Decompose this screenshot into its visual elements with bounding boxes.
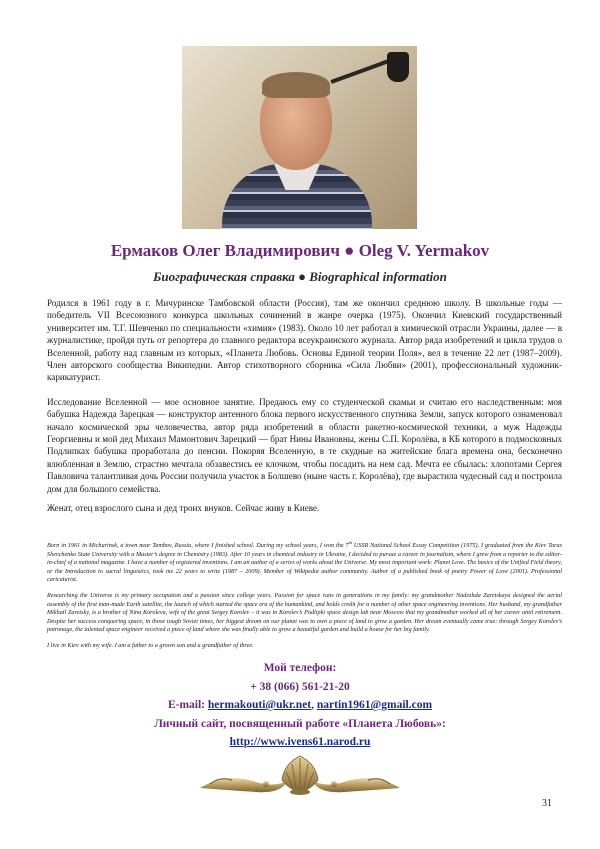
title-bullet: ● [344, 241, 355, 260]
title-ru: Ермаков Олег Владимирович [110, 241, 340, 260]
bio-ru-paragraph: Исследование Вселенной — мое основное занятие. Предаюсь ему со студенческой скамьи и считаю его наследственным: моя бабушка Надежда Зарецкая — конструктор антенного блока первого искусственного спутника Земли, запуск которого ознаменовал начало космической эры человечества, автор ряда изобретений в области ракетно-космической техники, а муж Надежды Георгиевны и мой дед Михаил Мамонтович Зарецкий — брат Нины Ивановны, жены С.П. Королёва, в КБ которого в подмосковных Подлипках бабушка проработала до пенсии. Покоряя Вселенную, в те скудные на житейские блага времена она, бесконечно влюбленная в Землю, страстно мечтала обзавестись ее клочком, чтобы посадить на нем сад. Мечта ее сбылась: хлопотами Сергея Павловича талантливая дочь России получила участок в Болшево (ныне часть г. Королёва), где вырастила чудесный сад и построила дом для большого семейства. [47, 396, 562, 494]
bio-en-paragraph: I live in Kiev with my wife. I am a father to a grown son and a grandfather of three. [47, 642, 254, 649]
biography-russian [47, 297, 562, 522]
subtitle-en: Biographical information [309, 269, 447, 284]
phone-label: Мой телефон: [263, 662, 337, 674]
ordinal-suffix: th [348, 540, 352, 545]
page-title [0, 241, 600, 261]
title-en: Oleg V. Yermakov [358, 241, 490, 260]
email-link-primary[interactable]: hermakouti@ukr.net [207, 699, 312, 711]
subtitle-bullet: ● [298, 269, 307, 284]
contact-block [0, 659, 600, 752]
author-photo [182, 46, 417, 229]
lamp-head [387, 52, 409, 82]
page-number: 31 [542, 798, 552, 809]
bio-ru-paragraph: Женат, отец взрослого сына и дед троих внуков. Сейчас живу в Киеве. [47, 503, 320, 514]
bio-en-paragraph: Researching the Universe is my primary occupation and a passion since college years. Passion for space runs in generations in my family: my grandmother Nadezhda Zaretskaya designed the aerial assembly of the first man-made Earth satellite, the launch of which started the space era of the humankind, and holds credit for a number of other space engineering inventions. Her husband, my grandfather Mikhail Zaretsky, is a brother of Nina Koroleva, wife of the great Sergey Korolev – it was in Korolev’s Podlipki space design lab near Moscow that my grandmother worked all of her career until retirement. Despite her success conquering space, in those tough Soviet times, her biggest dream on our planet was to own a piece of land to grow a garden. Her dream eventually came true: through Sergey Korolev’s patronage, the talented space engineer received a piece of land where she was finally able to grow a beautiful garden and build a house for her big family. [47, 592, 562, 634]
page-subtitle [0, 269, 600, 285]
email-line [0, 696, 600, 715]
email-separator: , [311, 699, 317, 711]
website-link[interactable]: http://www.ivens61.narod.ru [229, 736, 371, 748]
email-link-secondary[interactable]: nartin1961@gmail.com [316, 699, 433, 711]
bio-ru-paragraph: Родился в 1961 году в г. Мичуринске Тамбовской области (Россия), там же окончил среднюю школу. В школьные годы — победитель VII Всесоюзного конкурса школьных сочинений в жанре очерка (1975). Окончил Киевский государственный университет им. Т.Г. Шевченко по специальности «химия» (1983). Около 10 лет работал в химической отрасли Украины, далее — в журналистике, пройдя путь от репортера до главного редактора всеукраинского журнала. Автор ряда изобретений и цикла трудов о Вселенной, работу над главным из которых, «Планета Любовь. Основы Единой теории Поля», вел в течение 22 лет (1987–2009). Член авторского сообщества Википедии. Автор стихотворного сборника «Сила Любви» (2001), профессиональный художник-карикатурист. [47, 298, 562, 383]
phone-number: + 38 (066) 561-21-20 [250, 680, 350, 693]
bio-en-p1-start: Born in 1961 in Michurinsk, a town near Tambov, Russia, where I finished school. During my school years, I won the 7 [47, 542, 349, 550]
subtitle-ru: Биографическая справка [153, 269, 295, 284]
ornament-divider [196, 750, 404, 798]
biography-english [47, 539, 562, 658]
hair [262, 72, 330, 98]
website-line [0, 733, 600, 752]
bio-en-paragraph [47, 539, 562, 585]
bio-en-p1-end: USSR National School Essay Competition (1975). I graduated from the Kiev Taras Shevchenko State University with a Master’s degree in Chemistry (1983). After 10 years in chemical industry in Ukraine, I decided to pursue a career in journalism, where I grew from a reporter to the editor-in-chief of a national magazine. I have a number of registered inventions. I am an author of a series of works about the Universe. My most important work: Planet Love. The basics of the Unified Field theory, or the Introduction to sacral linguistics, took me 22 years to write (1987 – 2009). Member of Wikipedia author community. Author of a published book of poetry Power of Love (2001). Professional caricaturist. [47, 542, 562, 584]
website-label: Личный сайт, посвященный работе «Планета Любовь»: [154, 717, 446, 730]
email-label: E-mail: [167, 699, 208, 711]
